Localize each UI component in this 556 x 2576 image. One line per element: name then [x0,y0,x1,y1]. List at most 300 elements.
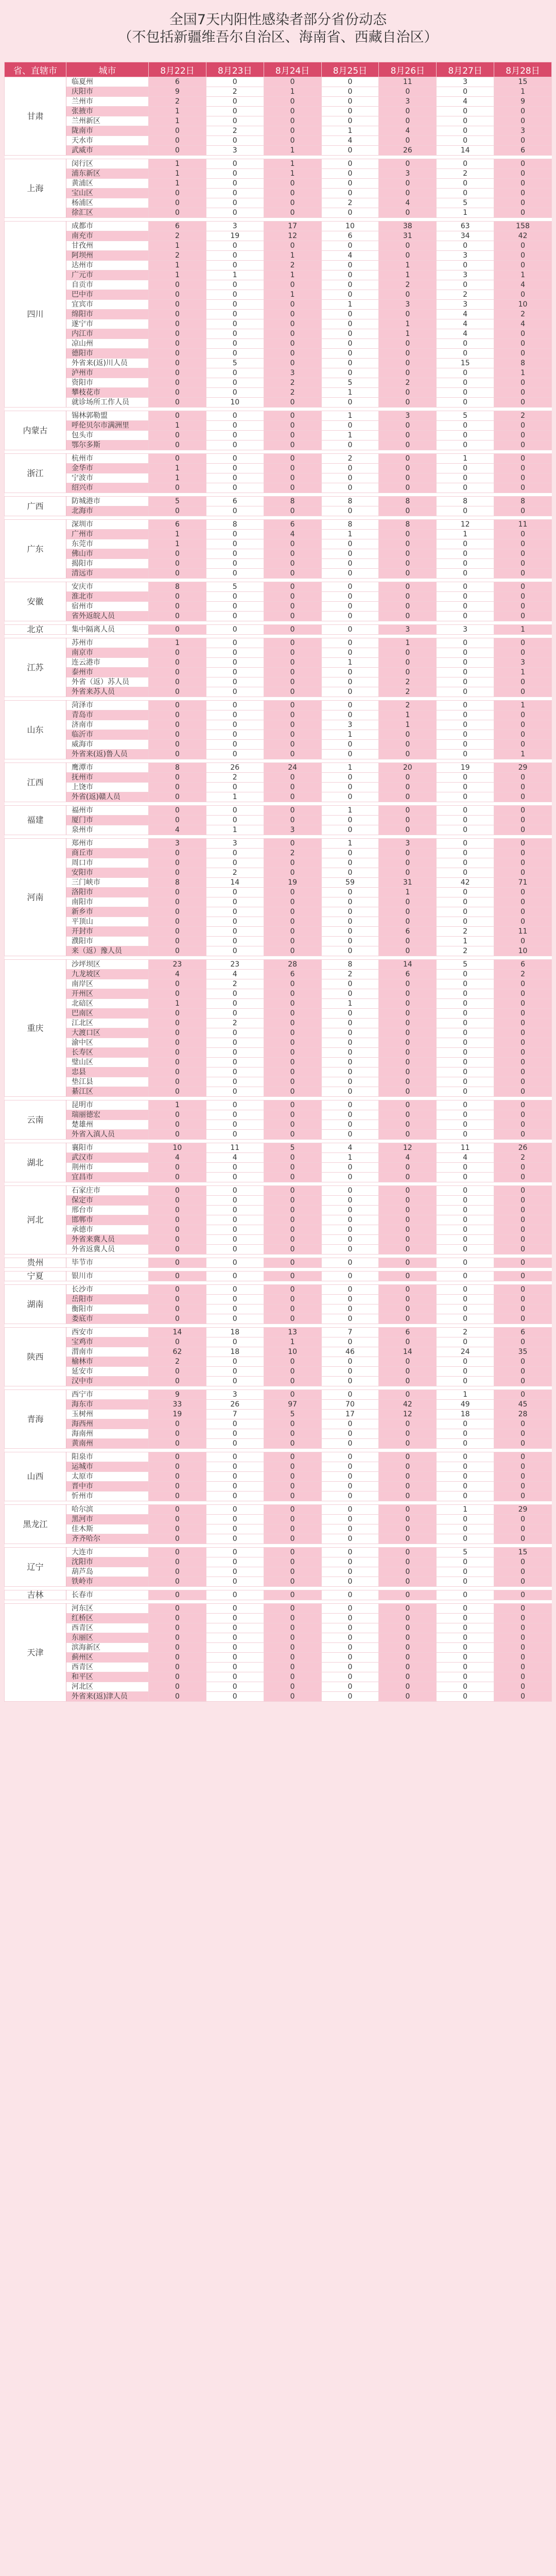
count-cell: 0 [437,740,494,750]
count-cell: 0 [321,1439,379,1449]
count-cell: 0 [321,1390,379,1400]
city-cell: 河北区 [66,1682,149,1692]
count-cell: 0 [206,1419,264,1429]
table-row [5,1314,552,1324]
table-row [5,582,552,592]
city-cell: 广州市 [66,530,149,539]
count-cell: 0 [379,1206,437,1215]
city-cell: 清远市 [66,569,149,579]
count-cell: 0 [149,398,206,408]
count-cell: 0 [264,1472,321,1482]
count-cell: 0 [321,917,379,927]
count-cell: 0 [494,1429,552,1439]
city-cell: 来（返）豫人员 [66,946,149,956]
count-cell: 15 [494,1548,552,1557]
count-cell: 0 [264,612,321,621]
count-cell: 0 [206,1337,264,1347]
count-cell: 0 [206,339,264,349]
city-cell: 渭南市 [66,1347,149,1357]
city-cell: 西安市 [66,1328,149,1337]
count-cell: 0 [321,1235,379,1245]
table-row [5,1377,552,1386]
count-cell: 0 [264,349,321,359]
count-cell: 0 [379,1663,437,1672]
count-cell: 0 [494,720,552,730]
count-cell: 0 [264,1682,321,1692]
province-separator [5,1324,552,1328]
count-cell: 0 [149,1206,206,1215]
count-cell: 0 [264,569,321,579]
count-cell: 0 [206,1206,264,1215]
table-row [5,1633,552,1643]
count-cell: 0 [437,261,494,270]
table-row [5,1304,552,1314]
city-cell: 宝鸡市 [66,1337,149,1347]
count-cell: 0 [321,1295,379,1304]
table-row [5,602,552,612]
count-cell: 0 [494,549,552,559]
count-cell: 0 [206,989,264,999]
count-cell: 2 [321,198,379,208]
count-cell: 0 [149,1130,206,1140]
count-cell: 0 [149,1452,206,1462]
table-row [5,261,552,270]
count-cell: 0 [264,1019,321,1028]
count-cell: 0 [321,1557,379,1567]
province-cell: 甘肃 [5,77,66,156]
count-cell: 0 [264,1173,321,1182]
header-province: 省、直辖市 [5,62,66,77]
count-cell: 0 [264,638,321,648]
count-cell: 0 [206,290,264,300]
table-row [5,825,552,835]
city-cell: 新乡市 [66,907,149,917]
city-cell: 巴南区 [66,1009,149,1019]
city-cell: 大渡口区 [66,1028,149,1038]
count-cell: 0 [379,1009,437,1019]
count-cell: 0 [264,1590,321,1600]
count-cell: 2 [321,970,379,979]
count-cell: 0 [379,1087,437,1097]
count-cell: 0 [437,1048,494,1058]
count-cell: 0 [264,506,321,516]
count-cell: 0 [321,116,379,126]
count-cell: 1 [494,750,552,759]
count-cell: 0 [437,582,494,592]
count-cell: 0 [437,1614,494,1623]
city-cell: 浦东新区 [66,169,149,179]
count-cell: 0 [206,1548,264,1557]
count-cell: 0 [494,1534,552,1544]
count-cell: 0 [264,979,321,989]
count-cell: 0 [494,1304,552,1314]
count-cell: 0 [437,136,494,146]
count-cell: 0 [206,1245,264,1255]
count-cell: 0 [321,241,379,251]
count-cell: 0 [149,1672,206,1682]
count-cell: 0 [437,1643,494,1653]
count-cell: 0 [379,740,437,750]
count-cell: 0 [494,1682,552,1692]
table-row [5,431,552,440]
count-cell: 8 [149,763,206,773]
count-cell: 0 [206,1186,264,1196]
count-cell: 0 [321,1472,379,1482]
city-cell: 海东市 [66,1400,149,1410]
count-cell: 0 [149,816,206,825]
count-cell: 0 [494,473,552,483]
count-cell: 4 [321,1143,379,1153]
count-cell: 6 [379,1328,437,1337]
header-city: 城市 [66,62,149,77]
city-cell: 沈阳市 [66,1557,149,1567]
table-row [5,1328,552,1337]
count-cell: 8 [149,878,206,888]
count-cell: 0 [264,398,321,408]
city-cell: 连云港市 [66,658,149,668]
count-cell: 5 [437,960,494,970]
count-cell: 0 [494,208,552,218]
count-cell: 0 [149,625,206,635]
count-cell: 1 [264,270,321,280]
count-cell: 4 [437,310,494,319]
count-cell: 3 [379,169,437,179]
city-cell: 大连市 [66,1548,149,1557]
count-cell: 0 [149,989,206,999]
count-cell: 18 [206,1328,264,1337]
count-cell: 0 [264,1058,321,1067]
count-cell: 0 [149,1196,206,1206]
count-cell: 0 [206,1110,264,1120]
count-cell: 2 [149,1357,206,1367]
province-cell: 浙江 [5,454,66,493]
count-cell: 2 [437,290,494,300]
count-cell: 0 [437,658,494,668]
table-row [5,179,552,189]
city-cell: 江北区 [66,1019,149,1028]
count-cell: 0 [321,907,379,917]
city-cell: 渝中区 [66,1038,149,1048]
table-row [5,710,552,720]
count-cell: 0 [264,1357,321,1367]
separator-cell [5,450,552,454]
city-cell: 宜宾市 [66,300,149,310]
count-cell: 0 [321,1285,379,1295]
count-cell: 0 [379,897,437,907]
count-cell: 0 [321,208,379,218]
city-cell: 张掖市 [66,107,149,116]
count-cell: 0 [206,1225,264,1235]
count-cell: 1 [321,839,379,849]
count-cell: 0 [264,431,321,440]
count-cell: 0 [437,569,494,579]
province-cell: 山西 [5,1452,66,1501]
table-row [5,816,552,825]
count-cell: 0 [264,888,321,897]
count-cell: 0 [149,506,206,516]
city-cell: 河东区 [66,1604,149,1614]
count-cell: 0 [149,1186,206,1196]
count-cell: 0 [321,648,379,658]
count-cell: 0 [149,136,206,146]
count-cell: 0 [149,1038,206,1048]
count-cell: 0 [264,549,321,559]
count-cell: 0 [494,687,552,697]
city-cell: 阳泉市 [66,1452,149,1462]
province-cell: 河南 [5,839,66,956]
city-cell: 开州区 [66,989,149,999]
count-cell: 0 [494,1672,552,1682]
table-row [5,454,552,464]
city-cell: 南充市 [66,231,149,241]
count-cell: 0 [264,907,321,917]
city-cell: 广元市 [66,270,149,280]
count-cell: 0 [379,1245,437,1255]
count-cell: 0 [206,77,264,87]
count-cell: 4 [437,329,494,339]
province-cell: 广西 [5,497,66,516]
count-cell: 0 [206,1038,264,1048]
city-cell: 自贡市 [66,280,149,290]
count-cell: 5 [206,582,264,592]
count-cell: 0 [206,1505,264,1515]
count-cell: 8 [379,520,437,530]
count-cell: 0 [494,159,552,169]
count-cell: 0 [149,1663,206,1672]
city-cell: 安庆市 [66,582,149,592]
city-cell: 璧山区 [66,1058,149,1067]
count-cell: 0 [264,1120,321,1130]
count-cell: 0 [264,359,321,368]
province-separator [5,1501,552,1505]
table-row [5,1087,552,1097]
count-cell: 0 [494,989,552,999]
table-row [5,1604,552,1614]
count-cell: 0 [321,1009,379,1019]
city-cell: 攀枝花市 [66,388,149,398]
count-cell: 49 [437,1400,494,1410]
count-cell: 1 [379,329,437,339]
table-row [5,730,552,740]
count-cell: 0 [494,638,552,648]
table-row [5,1130,552,1140]
count-cell: 0 [206,310,264,319]
count-cell: 17 [264,222,321,231]
count-cell: 0 [379,1038,437,1048]
count-cell: 3 [379,300,437,310]
table-row [5,763,552,773]
count-cell: 0 [437,280,494,290]
city-cell: 西青区 [66,1623,149,1633]
count-cell: 0 [264,1577,321,1587]
city-cell: 泸州市 [66,368,149,378]
count-cell: 6 [206,497,264,506]
count-cell: 0 [321,1110,379,1120]
count-cell: 1 [321,126,379,136]
count-cell: 0 [264,668,321,677]
count-cell: 0 [494,506,552,516]
count-cell: 11 [206,1143,264,1153]
city-cell: 武威市 [66,146,149,156]
city-cell: 南岸区 [66,979,149,989]
table-row [5,720,552,730]
city-cell: 庆阳市 [66,87,149,97]
count-cell: 0 [321,569,379,579]
city-cell: 资阳市 [66,378,149,388]
count-cell: 0 [494,792,552,802]
table-row [5,677,552,687]
count-cell: 26 [206,1400,264,1410]
table-row [5,290,552,300]
count-cell: 0 [206,668,264,677]
count-cell: 0 [149,868,206,878]
count-cell: 0 [321,319,379,329]
cases-table [4,62,552,1702]
count-cell: 0 [494,1196,552,1206]
count-cell: 0 [379,454,437,464]
count-cell: 0 [149,1682,206,1692]
count-cell: 0 [494,592,552,602]
count-cell: 0 [437,506,494,516]
province-cell: 河北 [5,1186,66,1255]
count-cell: 24 [437,1347,494,1357]
count-cell: 3 [437,77,494,87]
count-cell: 0 [379,1272,437,1281]
count-cell: 0 [206,440,264,450]
table-row [5,1400,552,1410]
count-cell: 2 [379,701,437,710]
count-cell: 0 [321,582,379,592]
count-cell: 0 [149,1557,206,1567]
count-cell: 0 [437,1524,494,1534]
count-cell: 0 [494,440,552,450]
table-row [5,1643,552,1653]
count-cell: 0 [264,1614,321,1623]
count-cell: 0 [379,1692,437,1702]
count-cell: 0 [437,464,494,473]
count-cell: 0 [494,1577,552,1587]
count-cell: 0 [437,431,494,440]
province-separator [5,1268,552,1272]
count-cell: 14 [206,878,264,888]
count-cell: 0 [206,1215,264,1225]
count-cell: 0 [149,1009,206,1019]
count-cell: 8 [494,359,552,368]
count-cell: 0 [206,999,264,1009]
city-cell: 集中隔离人员 [66,625,149,635]
separator-cell [5,1324,552,1328]
count-cell: 1 [264,87,321,97]
count-cell: 0 [437,989,494,999]
table-row [5,960,552,970]
count-cell: 0 [437,179,494,189]
count-cell: 0 [149,1048,206,1058]
count-cell: 0 [379,1196,437,1206]
province-cell: 上海 [5,159,66,218]
province-separator [5,1386,552,1390]
count-cell: 0 [149,1604,206,1614]
count-cell: 0 [264,300,321,310]
count-cell: 0 [149,750,206,759]
count-cell: 0 [379,1590,437,1600]
count-cell: 0 [437,816,494,825]
count-cell: 0 [206,116,264,126]
count-cell: 0 [206,897,264,907]
city-cell: 徐汇区 [66,208,149,218]
count-cell: 0 [321,750,379,759]
count-cell: 0 [494,431,552,440]
count-cell: 0 [149,1245,206,1255]
province-cell: 天津 [5,1604,66,1702]
count-cell: 0 [494,1377,552,1386]
count-cell: 0 [321,539,379,549]
count-cell: 0 [206,280,264,290]
count-cell: 1 [321,411,379,421]
city-cell: 榆林市 [66,1357,149,1367]
count-cell: 0 [437,1314,494,1324]
count-cell: 2 [206,979,264,989]
count-cell: 0 [379,648,437,658]
count-cell: 0 [206,701,264,710]
table-row [5,849,552,858]
count-cell: 0 [494,1038,552,1048]
count-cell: 1 [149,530,206,539]
count-cell: 0 [149,806,206,816]
count-cell: 0 [206,907,264,917]
count-cell: 0 [264,839,321,849]
count-cell: 0 [321,1304,379,1314]
count-cell: 0 [264,1643,321,1653]
table-row [5,530,552,539]
count-cell: 0 [264,1505,321,1515]
count-cell: 5 [437,198,494,208]
table-row [5,1534,552,1544]
table-row [5,858,552,868]
count-cell: 0 [149,1028,206,1038]
count-cell: 0 [321,1692,379,1702]
count-cell: 4 [206,970,264,979]
city-cell: 西青区 [66,1663,149,1672]
count-cell: 0 [264,1153,321,1163]
count-cell: 0 [206,388,264,398]
count-cell: 2 [206,87,264,97]
table-row [5,559,552,569]
count-cell: 0 [379,1367,437,1377]
count-cell: 0 [494,179,552,189]
count-cell: 0 [206,783,264,792]
count-cell: 0 [149,710,206,720]
province-cell: 山东 [5,701,66,759]
count-cell: 0 [494,1590,552,1600]
count-cell: 0 [494,1357,552,1367]
city-cell: 铁岭市 [66,1577,149,1587]
count-cell: 0 [264,1038,321,1048]
count-cell: 0 [321,473,379,483]
city-cell: 德阳市 [66,349,149,359]
count-cell: 0 [379,388,437,398]
city-cell: 威海市 [66,740,149,750]
count-cell: 0 [379,917,437,927]
separator-cell [5,1140,552,1143]
count-cell: 0 [206,1557,264,1567]
province-cell: 湖北 [5,1143,66,1182]
table-row [5,1028,552,1038]
count-cell: 0 [206,1623,264,1633]
count-cell: 0 [206,687,264,697]
count-cell: 0 [321,710,379,720]
count-cell: 0 [149,917,206,927]
count-cell: 0 [264,421,321,431]
